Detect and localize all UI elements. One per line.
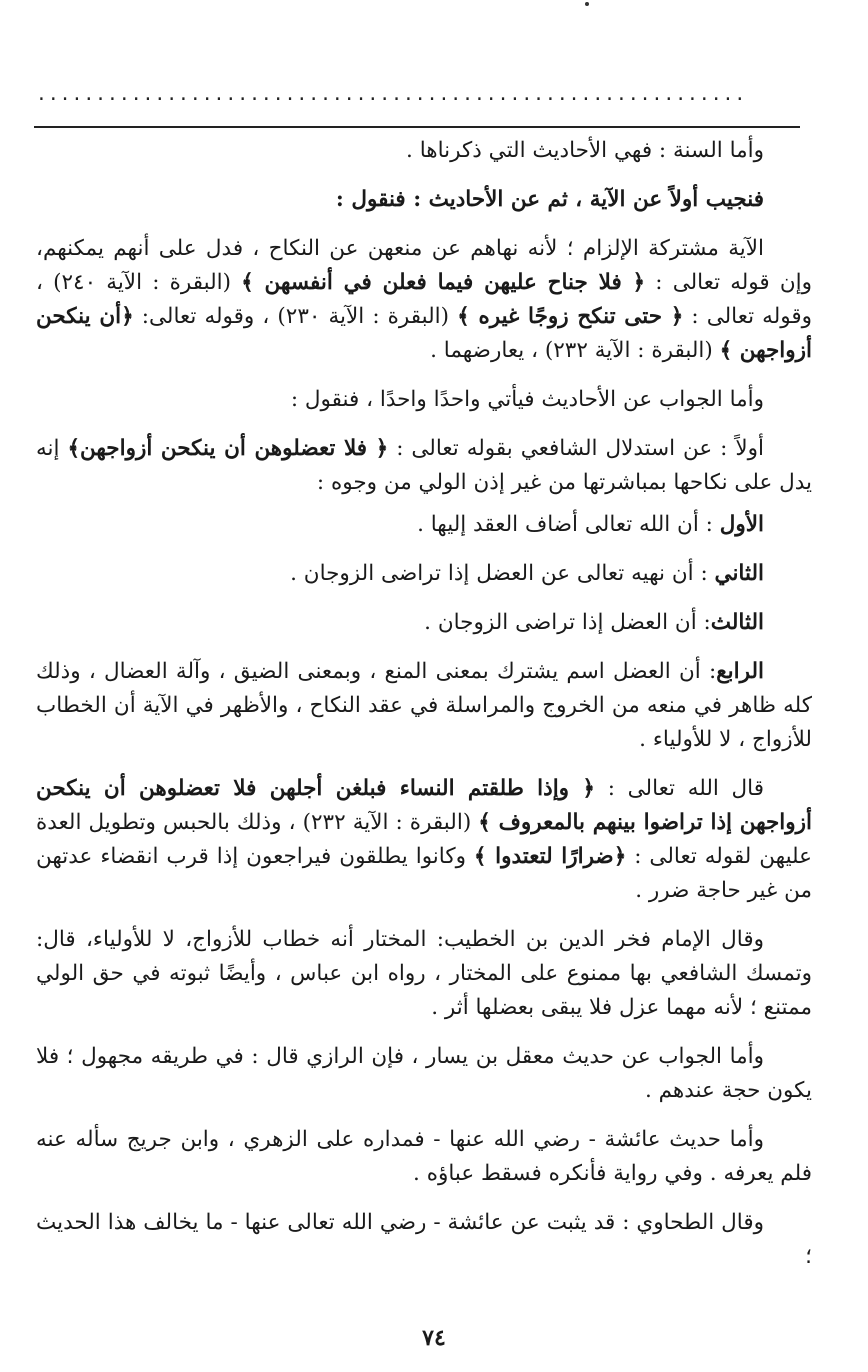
paragraph-maqil (36, 1040, 812, 1108)
paragraph-text: (البقرة : الآية ٢٣٢) ، يعارضهما . (430, 338, 720, 363)
paragraph-text: (البقرة : الآية ٢٣٢) ، وذلك بالحبس وتطويل العدة عليهن لقوله تعالى : (36, 810, 813, 869)
paragraph-verse-quote (36, 772, 812, 908)
paragraph-text: : أن العضل إذا تراضى الزوجان . (424, 610, 711, 635)
paragraph-text: (البقرة : الآية ٢٤٠) ، وقوله تعالى : (36, 270, 813, 329)
point-label: الأول (719, 512, 764, 537)
paragraph-hadith-answer (36, 383, 812, 417)
paragraph-text: الآية مشتركة الإلزام ؛ لأنه نهاهم عن منعهن عن النكاح ، فدل على أنهم يمكنهم، وإن قوله تعالى : (36, 236, 812, 295)
paragraph-text: وكانوا يطلقون فيراجعون إذا قرب انقضاء عدتهن من غير حاجة ضرر . (36, 844, 812, 903)
paragraph-answer-intro (36, 183, 812, 217)
quran-quote: ﴿ فلا جناح عليهن فيما فعلن في أنفسهن ﴾ (241, 270, 646, 295)
quran-quote: ﴿ حتى تنكح زوجًا غيره ﴾ (457, 304, 684, 329)
paragraph-tahawi (36, 1206, 812, 1274)
paragraph-text: أولاً : عن استدلال الشافعي بقوله تعالى : (388, 436, 764, 461)
paragraph-text: : أن نهيه تعالى عن العضل إذا تراضى الزوجان . (290, 561, 715, 586)
paragraph-text: (البقرة : الآية ٢٣٠) ، وقوله تعالى: (133, 304, 458, 329)
paragraph-text: وأما حديث عائشة - رضي الله عنها - فمداره على الزهري ، وابن جريج سأله عنه فلم يعرفه . وفي رواية فأنكره فسقط عباؤه . (36, 1127, 812, 1186)
quran-quote: ﴿ضرارًا لتعتدوا ﴾ (473, 844, 627, 869)
paragraph-text: إنه يدل على نكاحها بمباشرتها من غير إذن الولي من وجوه : (36, 436, 812, 495)
paragraph-verse-argument (36, 232, 812, 368)
paragraph-text: : أن العضل اسم يشترك بمعنى المنع ، وبمعنى الضيق ، وآلة العضال ، وذلك كله ظاهر في منعه من الخروج والمراسلة في عقد النكاح ، والأظهر في الآية أن الخطاب للأزواج ، لا للأولياء . (36, 659, 812, 752)
paragraph-text: وقال الطحاوي : قد يثبت عن عائشة - رضي الله تعالى عنها - ما يخالف هذا الحديث ؛ (36, 1210, 812, 1269)
speck-mark (585, 2, 589, 6)
paragraph-aisha (36, 1123, 812, 1191)
point-label: الرابع (716, 659, 764, 684)
point-label: الثالث (710, 610, 764, 635)
paragraph-text: وقال الإمام فخر الدين بن الخطيب: المختار أنه خطاب للأزواج، لا للأولياء، قال: وتمسك الشافعي بها ممنوع على المختار ، رواه ابن عباس ، وأيضًا ثبوته في حق الولي ممتنع ؛ لأنه مهما عزل فلا يبقى بعضلها أثر . (36, 927, 812, 1020)
paragraph-text: : أن الله تعالى أضاف العقد إليها . (417, 512, 720, 537)
quran-quote: ﴿ فلا تعضلوهن أن ينكحن أزواجهن﴾ (67, 436, 389, 461)
paragraph-text: قال الله تعالى : (595, 776, 764, 801)
paragraph-text: وأما السنة : فهي الأحاديث التي ذكرناها . (406, 138, 764, 163)
paragraph-sunnah (36, 134, 812, 168)
body-text (36, 134, 812, 1289)
paragraph-point-one (36, 508, 812, 542)
paragraph-point-four (36, 655, 812, 757)
header-dotted-line: ............................................................ (36, 84, 747, 105)
point-label: الثاني (714, 561, 764, 586)
page-number: ٧٤ (422, 1325, 446, 1351)
paragraph-bold-text: فنجيب أولاً عن الآية ، ثم عن الأحاديث : فنقول : (335, 187, 764, 212)
paragraph-point-two (36, 557, 812, 591)
quran-quote: ﴿أن ينكحن أزواجهن ﴾ (36, 304, 812, 363)
paragraph-point-three (36, 606, 812, 640)
paragraph-first-point (36, 432, 812, 500)
paragraph-text: وأما الجواب عن حديث معقل بن يسار ، فإن الرازي قال : في طريقه مجهول ؛ فلا يكون حجة عندهم . (36, 1044, 812, 1103)
paragraph-text: وأما الجواب عن الأحاديث فيأتي واحدًا واحدًا ، فنقول : (290, 387, 764, 412)
header-rule (34, 126, 800, 128)
quran-quote: ﴿ وإذا طلقتم النساء فبلغن أجلهن فلا تعضلوهن أن ينكحن أزواجهن إذا تراضوا بينهم بالمعروف ﴾ (36, 776, 813, 835)
paragraph-fakhr-razi (36, 923, 812, 1025)
